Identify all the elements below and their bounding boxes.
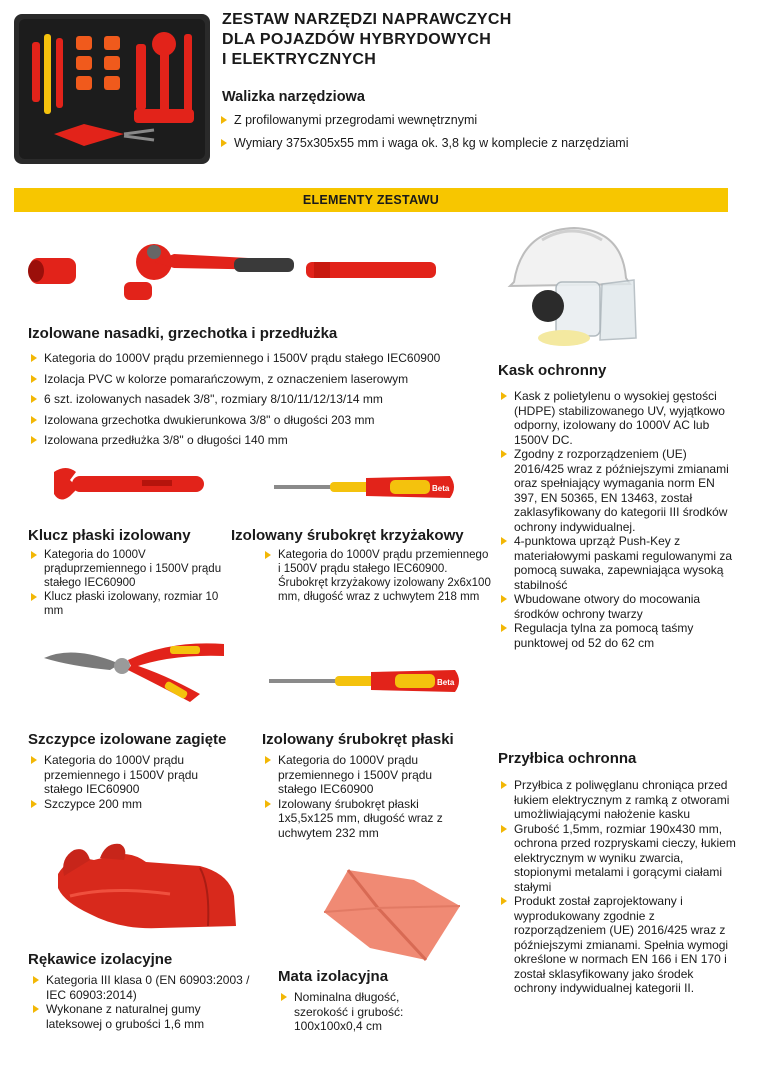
- pliers-points: [28, 753, 238, 811]
- gloves-point: Wykonane z naturalnej gumy lateksowej o grubości 1,6 mm: [30, 1002, 250, 1031]
- helmet-point: Wbudowane otwory do mocowania środków ochrony twarzy: [498, 592, 734, 621]
- sockets-point: Izolacja PVC w kolorze pomarańczowym, z oznaczeniem laserowym: [28, 372, 488, 387]
- phillips-points: [262, 548, 494, 604]
- sockets-point: Izolowana przedłużka 3/8" o długości 140 mm: [28, 433, 488, 448]
- flat-point: Kategoria do 1000V prądu przemiennego i 1500V prądu stałego IEC60900: [262, 753, 472, 797]
- sockets-point: 6 szt. izolowanych nasadek 3/8", rozmiary 8/10/11/12/13/14 mm: [28, 392, 488, 407]
- wrench-title: Klucz płaski izolowany: [28, 527, 191, 544]
- mat-point: Nominalna długość, szerokość i grubość: 100x100x0,4 cm: [278, 990, 448, 1034]
- mat-title: Mata izolacyjna: [278, 968, 389, 985]
- sockets-ratchet-image: [24, 232, 464, 312]
- header-title-line-3: I ELEKTRYCZNYCH: [222, 51, 377, 68]
- case-point: Z profilowanymi przegrodami wewnętrznymi: [218, 113, 738, 128]
- gloves-points: [30, 973, 250, 1031]
- phillips-point: Kategoria do 1000V prądu przemiennego i 1500V prądu stałego IEC60900. Śrubokręt krzyżakowy izolowany 2x6x100 mm, długość wraz z uchwytem 218 mm: [262, 548, 494, 604]
- flat-screwdriver-image: [265, 664, 465, 698]
- wrench-points: [28, 548, 228, 618]
- header-title-line-2: DLA POJAZDÓW HYBRYDOWYCH: [222, 31, 492, 48]
- sockets-points: [28, 351, 488, 451]
- visor-points: [498, 778, 738, 996]
- visor-title: Przyłbica ochronna: [498, 750, 637, 767]
- phillips-title: Izolowany śrubokręt krzyżakowy: [231, 527, 464, 544]
- pliers-point: Szczypce 200 mm: [28, 797, 238, 812]
- gloves-title: Rękawice izolacyjne: [28, 951, 173, 968]
- case-point: Wymiary 375x305x55 mm i waga ok. 3,8 kg w komplecie z narzędziami: [218, 136, 738, 151]
- wrench-point: Kategoria do 1000V prąduprzemiennego i 1500V prądu stałego IEC60900: [28, 548, 228, 590]
- helmet-image: [502, 220, 642, 350]
- case-points: [218, 113, 738, 153]
- wrench-image: [50, 462, 210, 506]
- case-title: Walizka narzędziowa: [222, 89, 365, 105]
- mat-points: [278, 990, 448, 1034]
- flat-point: Izolowany śrubokręt płaski 1x5,5x125 mm, długość wraz z uchwytem 232 mm: [262, 797, 472, 841]
- header-title-line-1: ZESTAW NARZĘDZI NAPRAWCZYCH: [222, 11, 512, 28]
- beta-logo: Beta: [432, 484, 450, 493]
- helmet-point: 4-punktowa uprząż Push-Key z materiałowymi paskami regulowanymi za pomocą suwaka, zapewniająca wysoką stabilność: [498, 534, 734, 592]
- helmet-points: [498, 389, 734, 650]
- sockets-title: Izolowane nasadki, grzechotka i przedłużka: [28, 325, 338, 342]
- visor-point: Produkt został zaprojektowany i wyprodukowany zgodnie z rozporządzeniem (UE) 2016/425 wraz z późniejszymi zmianami. Spełnia wymogi określone w normach EN 166 i EN 170 i został sklasyfikowany jako środek ochrony indywidualnej kategorii II.: [498, 894, 738, 996]
- toolcase-image: [14, 14, 210, 164]
- wrench-point: Klucz płaski izolowany, rozmiar 10 mm: [28, 590, 228, 618]
- flat-title: Izolowany śrubokręt płaski: [262, 731, 454, 748]
- helmet-point: Zgodny z rozporządzeniem (UE) 2016/425 wraz z późniejszymi zmianami oraz spełniający wymagania norm EN 397, EN 50365, EN 13463, został zaklasyfikowany do kategorii III środków ochrony indywidualnej.: [498, 447, 734, 534]
- helmet-point: Regulacja tylna za pomocą taśmy punktowej od 52 do 62 cm: [498, 621, 734, 650]
- visor-point: Grubość 1,5mm, rozmiar 190x430 mm, ochrona przed rozpryskami cieczy, łukiem elektrycznym w wyniku zwarcia, stopionymi metalami i gorącymi ciałami stałymi: [498, 822, 738, 895]
- flat-points: [262, 753, 472, 840]
- mat-image: [318, 864, 468, 964]
- pliers-image: [40, 636, 230, 706]
- pliers-point: Kategoria do 1000V prądu przemiennego i 1500V prądu stałego IEC60900: [28, 753, 238, 797]
- visor-point: Przyłbica z poliwęglanu chroniąca przed łukiem elektrycznym z ramką z otworami umożliwiającymi nałożenie kasku: [498, 778, 738, 822]
- sockets-point: Izolowana grzechotka dwukierunkowa 3/8" o długości 203 mm: [28, 413, 488, 428]
- banner: ELEMENTY ZESTAWU: [14, 188, 728, 212]
- pliers-title: Szczypce izolowane zagięte: [28, 731, 227, 748]
- helmet-title: Kask ochronny: [498, 362, 607, 379]
- gloves-point: Kategoria III klasa 0 (EN 60903:2003 / IEC 60903:2014): [30, 973, 250, 1002]
- beta-logo: Beta: [437, 678, 455, 687]
- sockets-point: Kategoria do 1000V prądu przemiennego i 1500V prądu stałego IEC60900: [28, 351, 488, 366]
- gloves-image: [50, 836, 240, 936]
- header-title: [222, 10, 582, 70]
- helmet-point: Kask z polietylenu o wysokiej gęstości (HDPE) stabilizowanego UV, wyjątkowo odporny, izolowany do 1000V AC lub 1500V DC.: [498, 389, 734, 447]
- phillips-screwdriver-image: [270, 470, 460, 504]
